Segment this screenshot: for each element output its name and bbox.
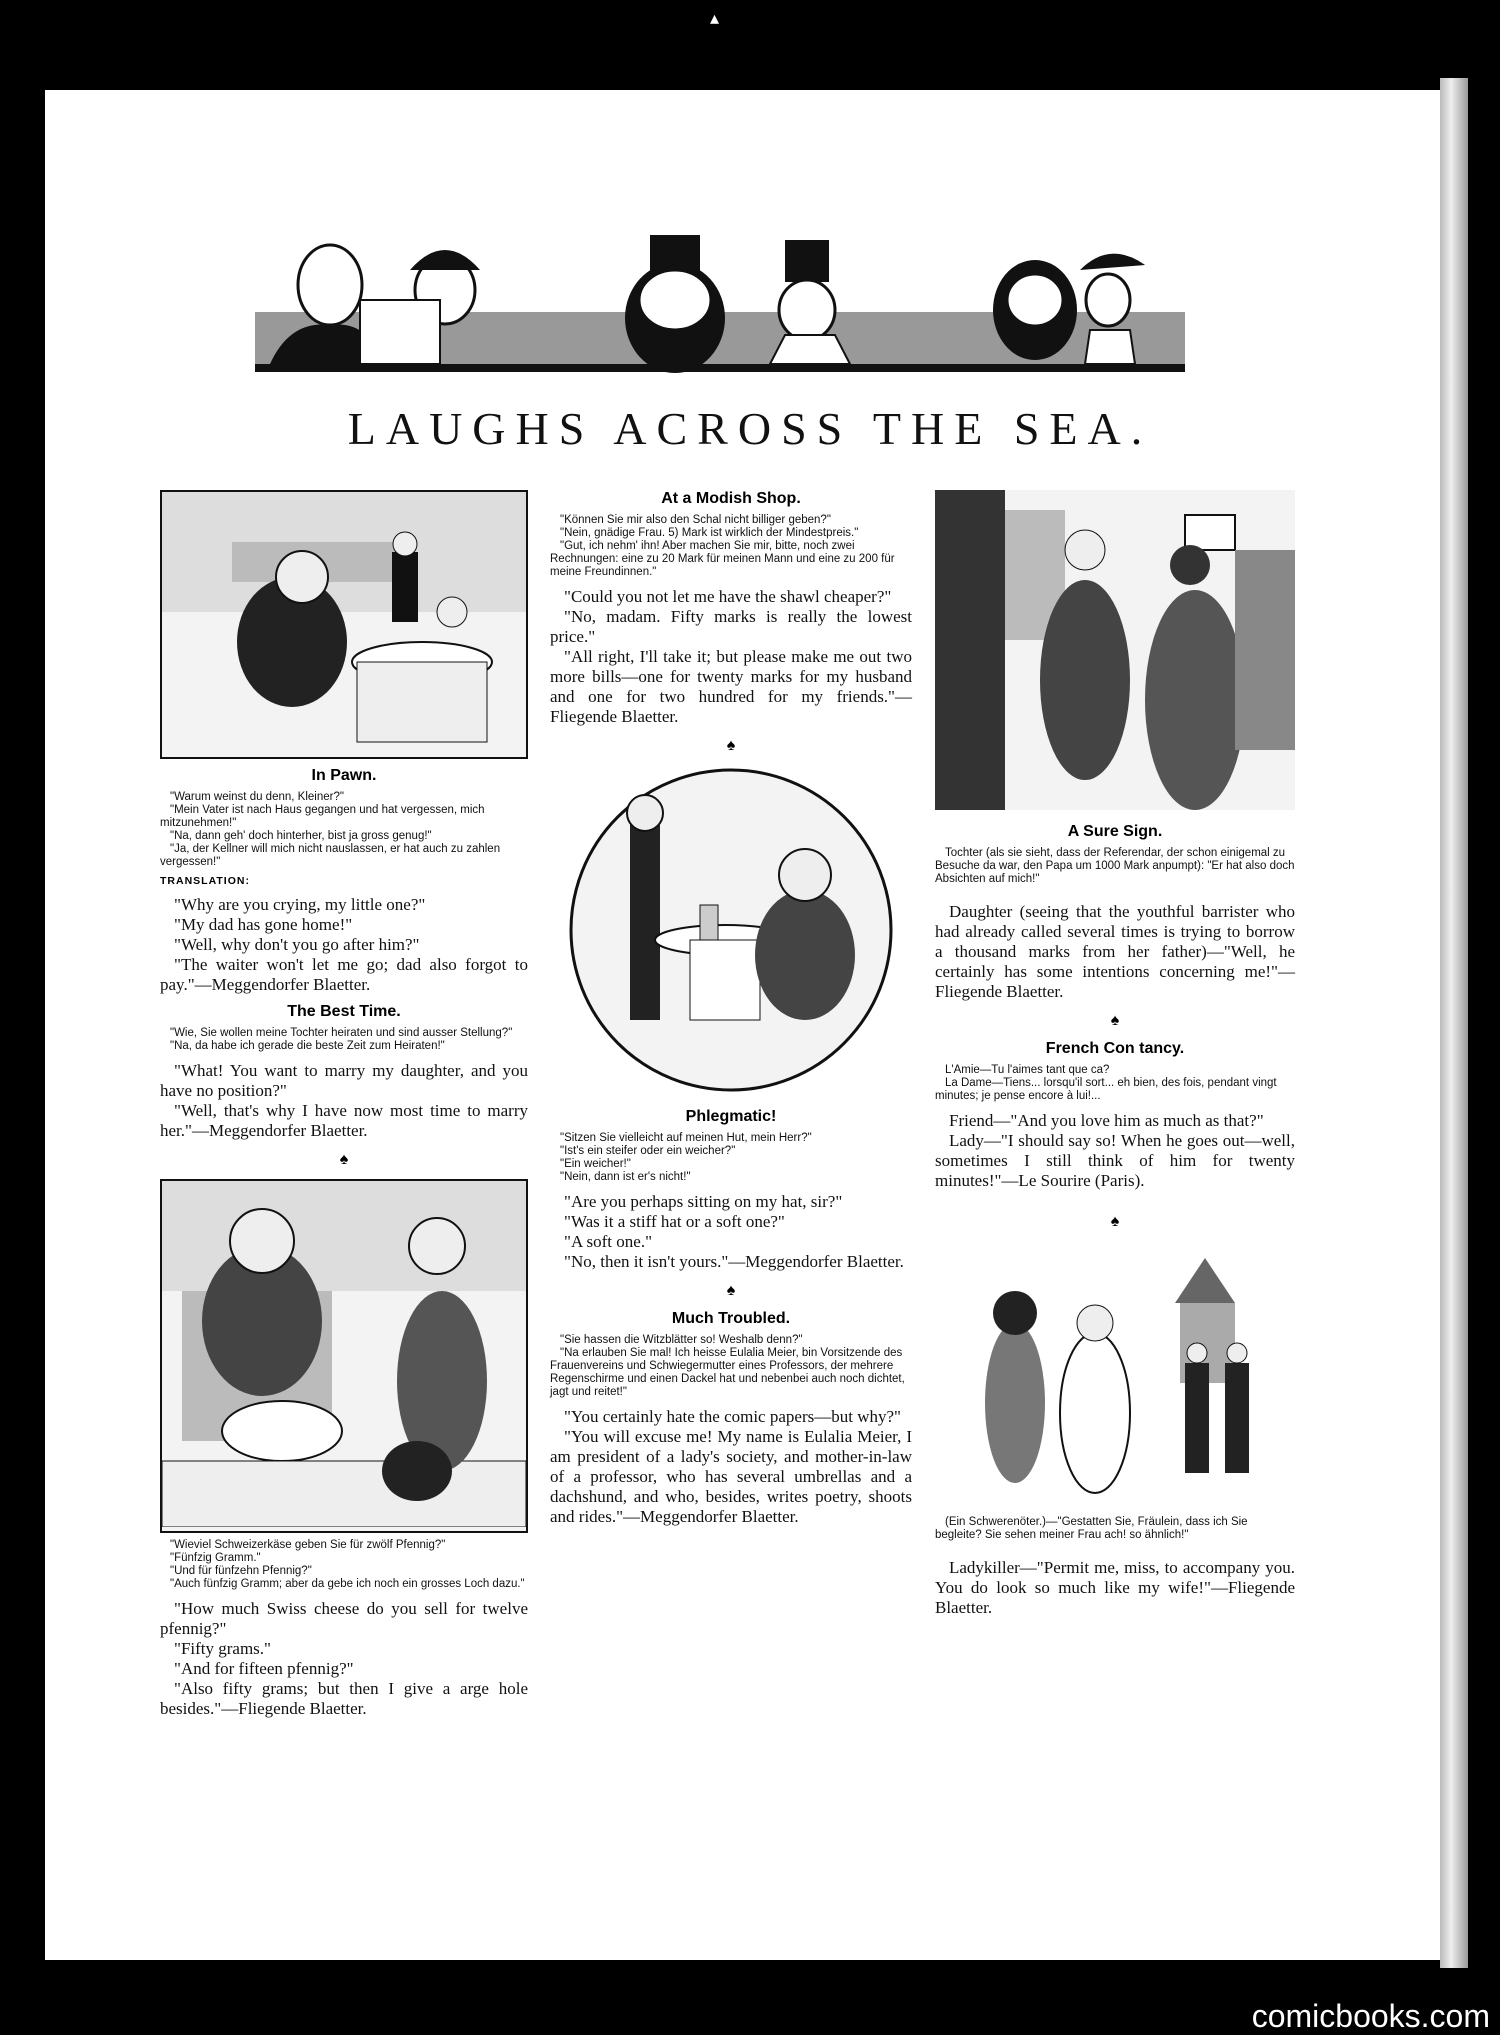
german-ladykiller: (Ein Schwerenöter.)—"Gestatten Sie, Fräulein, dass ich Sie begleite? Sie sehen meiner Frau ach! so ähnlich!" <box>935 1516 1248 1541</box>
illustration-swiss-cheese <box>160 1179 528 1533</box>
ornament: ♠ <box>1110 1213 1120 1230</box>
top-mark: ▴ <box>710 8 720 28</box>
german-sure-sign: Tochter (als sie sieht, dass der Referendar, der schon einigemal zu Besuche da war, den Papa um 1000 Mark anpumpt): "Er hat also doch Absichten auf mich!" <box>935 847 1295 885</box>
column-right <box>935 490 1295 1618</box>
english-swiss-cheese: "How much Swiss cheese do you sell for twelve pfennig?" "Fifty grams." "And for fifteen pfennig?" "Also fifty grams; but then I give a arge hole besides."—Fliegende Blaetter. <box>160 1599 528 1718</box>
translation-label: TRANSLATION: <box>160 875 250 887</box>
column-left <box>160 490 528 1719</box>
german-in-pawn: "Warum weinst du denn, Kleiner?" "Mein Vater ist nach Haus gegangen und hat vergessen, mich mitzunehmen!" "Na, dann geh' doch hinterher, bist ja gross genug!" "Ja, der Kellner will mich nicht nauslassen, er hat auch zu zahlen vergessen!" <box>160 791 501 868</box>
english-phlegmatic: "Are you perhaps sitting on my hat, sir?" "Was it a stiff hat or a soft one?" "A soft one." "No, then it isn't yours."—Meggendorfer Blaetter. <box>564 1192 904 1271</box>
ornament: ♠ <box>726 737 736 754</box>
heading-french-constancy: French Con tancy. <box>1045 1040 1185 1057</box>
english-in-pawn: "Why are you crying, my little one?" "My dad has gone home!" "Well, why don't you go after him?" "The waiter won't let me go; dad also forgot to pay."—Meggendorfer Blaetter. <box>160 895 528 994</box>
english-sure-sign: Daughter (seeing that the youthful barrister who had already called several times is trying to borrow a thousand marks from her father)—"Well, he certainly has some intentions concerning me!"—Fliegende Blaetter. <box>935 902 1295 1001</box>
heading-modish-shop: At a Modish Shop. <box>661 490 801 507</box>
english-ladykiller: Ladykiller—"Permit me, miss, to accompany you. You do look so much like my wife!"—Fliegende Blaetter. <box>935 1558 1295 1617</box>
heading-sure-sign: A Sure Sign. <box>1067 823 1163 840</box>
page-title: LAUGHS ACROSS THE SEA. <box>347 403 1153 454</box>
german-phlegmatic: "Sitzen Sie vielleicht auf meinen Hut, mein Herr?" "Ist's ein steifer oder ein weicher?" "Ein weicher!" "Nein, dann ist er's nicht!" <box>560 1132 812 1183</box>
column-middle <box>550 490 912 1527</box>
ornament: ♠ <box>339 1151 349 1168</box>
watermark: comicbooks.com <box>1251 1998 1490 2034</box>
header-banner-illustration <box>210 230 1227 380</box>
illustration-sure-sign <box>935 490 1295 810</box>
page-spine <box>1440 78 1468 1968</box>
ornament: ♠ <box>1110 1012 1120 1029</box>
english-french-constancy: Friend—"And you love him as much as that?" Lady—"I should say so! When he goes out—well, sometimes I still think of him for twenty minutes!"—Le Sourire (Paris). <box>935 1111 1295 1190</box>
english-best-time: "What! You want to marry my daughter, and you have no position?" "Well, that's why I have now most time to marry her."—Meggendorfer Blaetter. <box>160 1061 528 1140</box>
english-much-troubled: "You certainly hate the comic papers—but why?" "You will excuse me! My name is Eulalia Meier, I am president of a lady's society, and mother-in-law of a professor, who has several umbrellas and a dachshund, and who, besides, writes poetry, shoots and rides."—Meggendorfer Blaetter. <box>550 1407 912 1526</box>
illustration-in-pawn <box>160 490 528 759</box>
german-best-time: "Wie, Sie wollen meine Tochter heiraten und sind ausser Stellung?" "Na, da habe ich gerade die beste Zeit zum Heiraten!" <box>170 1027 513 1052</box>
german-french-constancy: L'Amie—Tu l'aimes tant que ca? La Dame—Tiens... lorsqu'il sort... eh bien, des fois, pendant vingt minutes; je pense encore à lui!... <box>935 1064 1277 1102</box>
german-much-troubled: "Sie hassen die Witzblätter so! Weshalb denn?" "Na erlauben Sie mal! Ich heisse Eulalia Meier, bin Vorsitzende des Frauenvereins und Schwiegermutter eines Professors, der mehrere Regenschirme und einen Dackel hat und nebenbei auch noch dichtet, jagt und reitet!" <box>550 1334 905 1398</box>
ornament: ♠ <box>726 1282 736 1299</box>
heading-in-pawn: In Pawn. <box>311 767 377 784</box>
illustration-phlegmatic <box>550 765 912 1095</box>
heading-best-time: The Best Time. <box>287 1003 401 1020</box>
english-modish-shop: "Could you not let me have the shawl cheaper?" "No, madam. Fifty marks is really the lowest price." "All right, I'll take it; but please make me out two more bills—one for twenty marks for my husband and one for two hundred for my friends."—Fliegende Blaetter. <box>550 587 912 726</box>
illustration-ladykiller <box>935 1253 1295 1503</box>
german-modish-shop: "Können Sie mir also den Schal nicht billiger geben?" "Nein, gnädige Frau. 5) Mark ist wirklich der Mindestpreis." "Gut, ich nehm' ihn! Aber machen Sie mir, bitte, noch zwei Rechnungen: eine zu 20 Mark für meinen Mann und eine zu 200 für meine Freundinnen." <box>550 514 895 578</box>
heading-phlegmatic: Phlegmatic! <box>685 1108 777 1125</box>
heading-much-troubled: Much Troubled. <box>671 1310 791 1327</box>
german-swiss-cheese: "Wieviel Schweizerkäse geben Sie für zwölf Pfennig?" "Fünfzig Gramm." "Und für fünfzehn Pfennig?" "Auch fünfzig Gramm; aber da gebe ich noch ein grosses Loch dazu." <box>170 1539 525 1590</box>
